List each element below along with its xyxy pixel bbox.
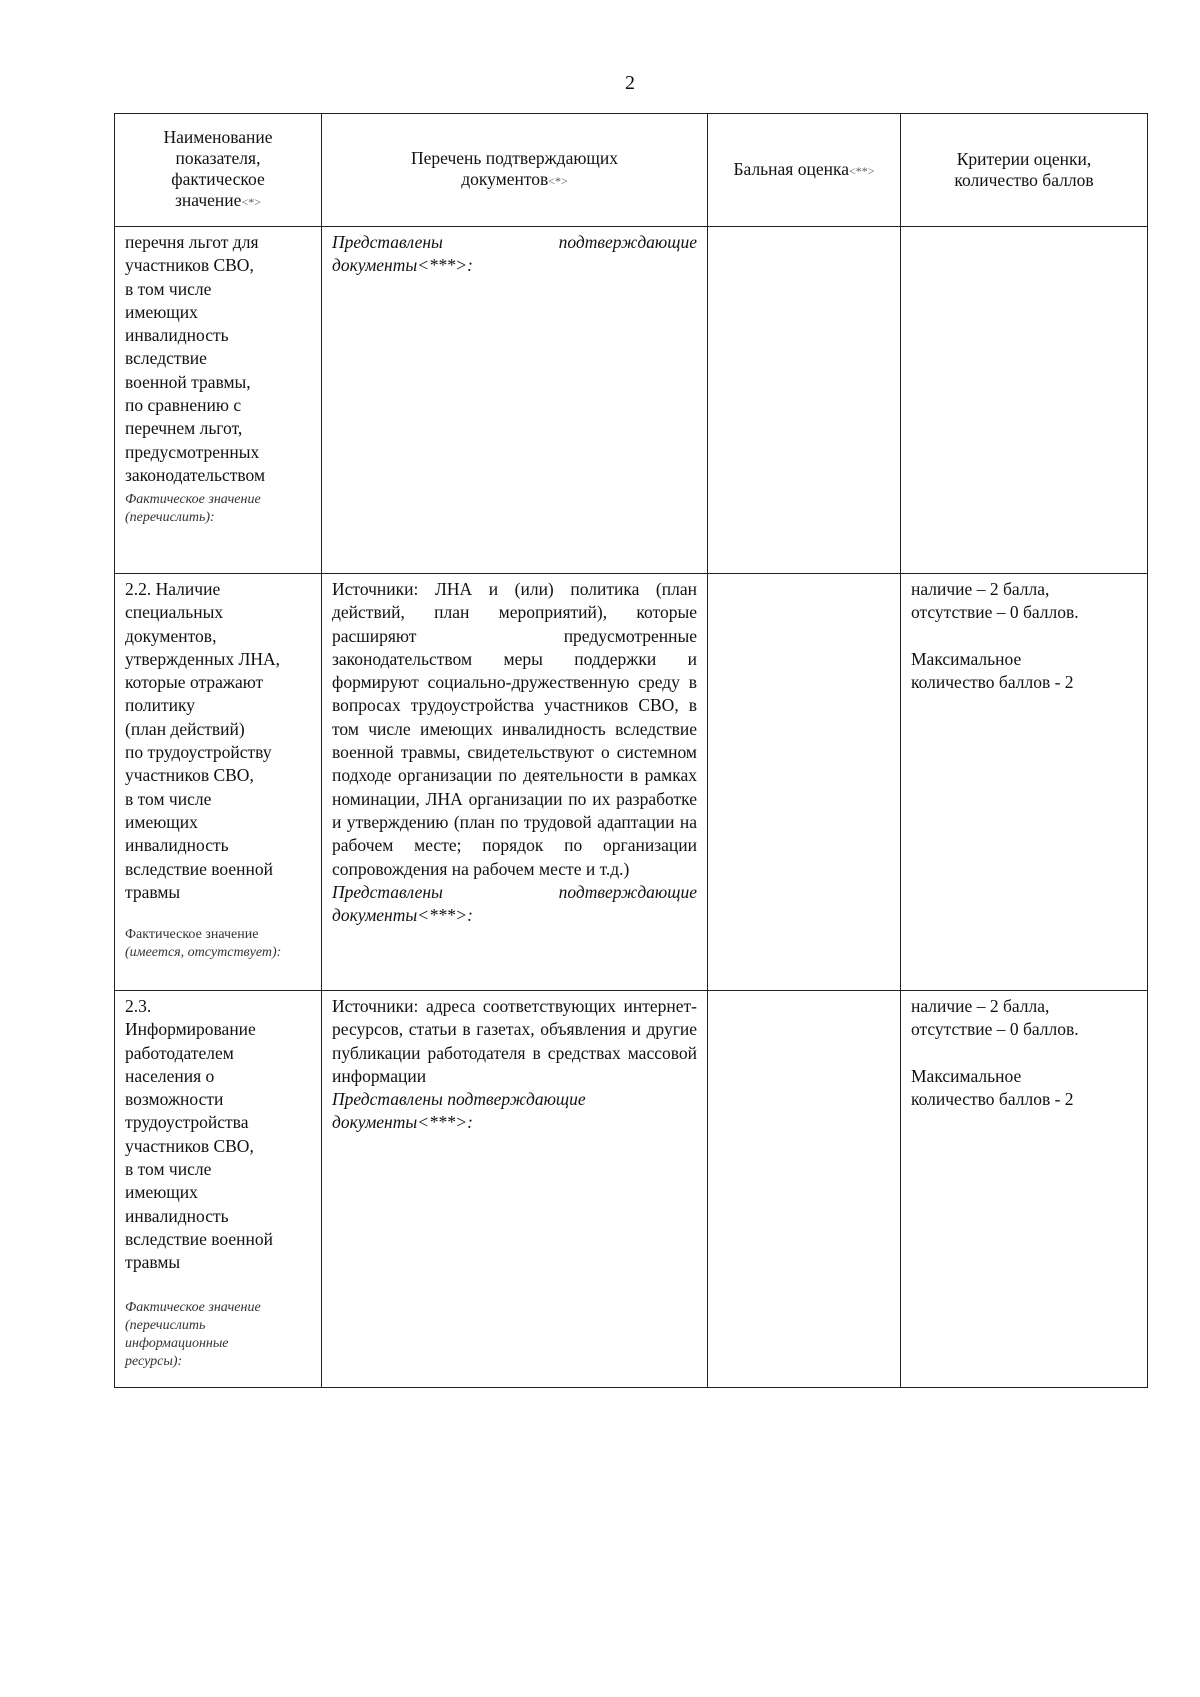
- indicator-line: участников СВО,: [125, 255, 254, 276]
- footnote-mark: <*>: [548, 174, 568, 188]
- confirm-text: Представлены подтверждающие: [332, 1089, 586, 1110]
- footnote-mark: <**>: [848, 163, 875, 178]
- header-documents: [322, 114, 708, 227]
- score-cell[interactable]: [708, 991, 901, 1388]
- header-text: Критерии оценки,: [956, 149, 1092, 169]
- criteria-line: Максимальное: [911, 648, 1022, 669]
- header-text: показателя,: [175, 148, 261, 168]
- indicator-line: по сравнению с: [125, 395, 242, 416]
- indicator-line: вследствие: [125, 348, 207, 369]
- indicator-line: политику: [125, 695, 195, 716]
- indicator-line: в том числе: [125, 1159, 212, 1180]
- indicator-line: возможности: [125, 1089, 224, 1110]
- header-score: [708, 114, 901, 227]
- score-cell[interactable]: [708, 227, 901, 574]
- indicator-line: перечня льгот для: [125, 232, 259, 252]
- page-number: 2: [625, 72, 635, 94]
- header-text: Бальная оценка: [733, 158, 849, 179]
- indicator-cell: [115, 574, 322, 991]
- indicator-line: утвержденных ЛНА,: [125, 648, 280, 669]
- documents-cell: [322, 574, 708, 991]
- header-text: фактическое: [171, 169, 265, 189]
- indicator-line: инвалидность: [125, 1205, 229, 1226]
- table-row: [115, 991, 1148, 1388]
- indicator-line: 2.2. Наличие: [125, 579, 221, 599]
- criteria-line: количество баллов - 2: [911, 671, 1074, 692]
- criteria-line: наличие – 2 балла,: [911, 579, 1050, 599]
- indicator-line: имеющих: [125, 301, 198, 322]
- sources-text: Источники: ЛНА и (или) политика (план действий, план мероприятий), которые расширяют предусмотренные законодательством меры поддержки и формируют социально-дружественную среду в вопросах трудоустройства участников СВО, в том числе имеющих инвалидность вследствие военной травмы, свидетельствуют о системном подходе организации по деятельности в рамках номинации, ЛНА организации по их разработке и утверждению (план по трудовой адаптации на рабочем месте; порядок по организации сопровождения на рабочем месте и т.д.): [332, 579, 697, 879]
- indicator-line: вследствие военной: [125, 1228, 274, 1249]
- indicator-line: перечнем льгот,: [125, 418, 243, 439]
- confirm-text: документы<***>:: [332, 905, 473, 926]
- indicator-line: травмы: [125, 1252, 181, 1273]
- actual-value-hint: информационные: [125, 1335, 229, 1351]
- indicator-line: инвалидность: [125, 325, 229, 346]
- header-text: документов: [461, 169, 549, 189]
- header-text: Перечень подтверждающих: [410, 148, 619, 168]
- indicator-line: травмы: [125, 881, 181, 902]
- actual-value-note: [125, 926, 311, 962]
- indicator-line: военной травмы,: [125, 371, 251, 392]
- actual-value-label: Фактическое значение: [125, 492, 261, 508]
- documents-cell: [322, 227, 708, 574]
- indicator-line: участников СВО,: [125, 765, 254, 786]
- actual-value-note: [125, 491, 311, 527]
- indicator-line: имеющих: [125, 1182, 198, 1203]
- indicator-line: имеющих: [125, 811, 198, 832]
- criteria-line: количество баллов - 2: [911, 1088, 1074, 1109]
- actual-value-label: Фактическое значение: [125, 927, 259, 943]
- indicator-line: в том числе: [125, 788, 212, 809]
- criteria-cell: [901, 991, 1148, 1388]
- score-cell[interactable]: [708, 574, 901, 991]
- indicator-line: Информирование: [125, 1019, 256, 1040]
- indicator-cell: [115, 991, 322, 1388]
- indicator-line: документов,: [125, 625, 217, 646]
- table-row: [115, 574, 1148, 991]
- indicator-line: предусмотренных: [125, 441, 260, 462]
- indicator-line: вследствие военной: [125, 858, 274, 879]
- header-text: количество баллов: [954, 170, 1094, 190]
- header-indicator-name: [115, 114, 322, 227]
- indicator-line: законодательством: [125, 464, 266, 485]
- table-header-row: [115, 114, 1148, 227]
- actual-value-hint: (перечислить):: [125, 510, 215, 526]
- criteria-line: Максимальное: [911, 1065, 1022, 1086]
- actual-value-hint: (перечислить: [125, 1317, 206, 1333]
- actual-value-hint: (имеется, отсутствует):: [125, 945, 282, 961]
- header-criteria: [901, 114, 1148, 227]
- sources-text: Источники: адреса соответствующих интернет-ресурсов, статьи в газетах, объявления и другие публикации работодателя в средствах массовой информации: [332, 996, 697, 1086]
- header-text: значение: [175, 190, 242, 210]
- indicator-line: по трудоустройству: [125, 742, 272, 763]
- actual-value-hint: ресурсы):: [125, 1353, 183, 1369]
- indicator-line: 2.3.: [125, 996, 152, 1016]
- indicator-line: работодателем: [125, 1042, 234, 1063]
- indicator-line: участников СВО,: [125, 1135, 254, 1156]
- header-text: Наименование: [163, 127, 273, 147]
- confirm-text: Представлены подтверждающие: [332, 232, 697, 252]
- confirm-text: документы<***>:: [332, 1112, 473, 1133]
- indicator-line: трудоустройства: [125, 1112, 249, 1133]
- criteria-line: отсутствие – 0 баллов.: [911, 602, 1079, 623]
- actual-value-label: Фактическое значение: [125, 1299, 261, 1315]
- confirm-text: документы<***>:: [332, 255, 473, 276]
- indicator-line: инвалидность: [125, 835, 229, 856]
- indicator-line: специальных: [125, 602, 224, 623]
- indicator-line: которые отражают: [125, 672, 264, 693]
- criteria-cell: [901, 227, 1148, 574]
- criteria-line: наличие – 2 балла,: [911, 996, 1050, 1016]
- table-row: [115, 227, 1148, 574]
- criteria-line: отсутствие – 0 баллов.: [911, 1019, 1079, 1040]
- indicator-line: (план действий): [125, 718, 245, 739]
- actual-value-note: [125, 1299, 311, 1371]
- indicator-line: населения о: [125, 1065, 215, 1086]
- documents-cell: [322, 991, 708, 1388]
- indicator-line: в том числе: [125, 278, 212, 299]
- confirm-text: Представлены подтверждающие: [332, 881, 697, 902]
- indicator-cell: [115, 227, 322, 574]
- evaluation-table: [114, 113, 1148, 1388]
- footnote-mark: <*>: [241, 195, 261, 209]
- criteria-cell: [901, 574, 1148, 991]
